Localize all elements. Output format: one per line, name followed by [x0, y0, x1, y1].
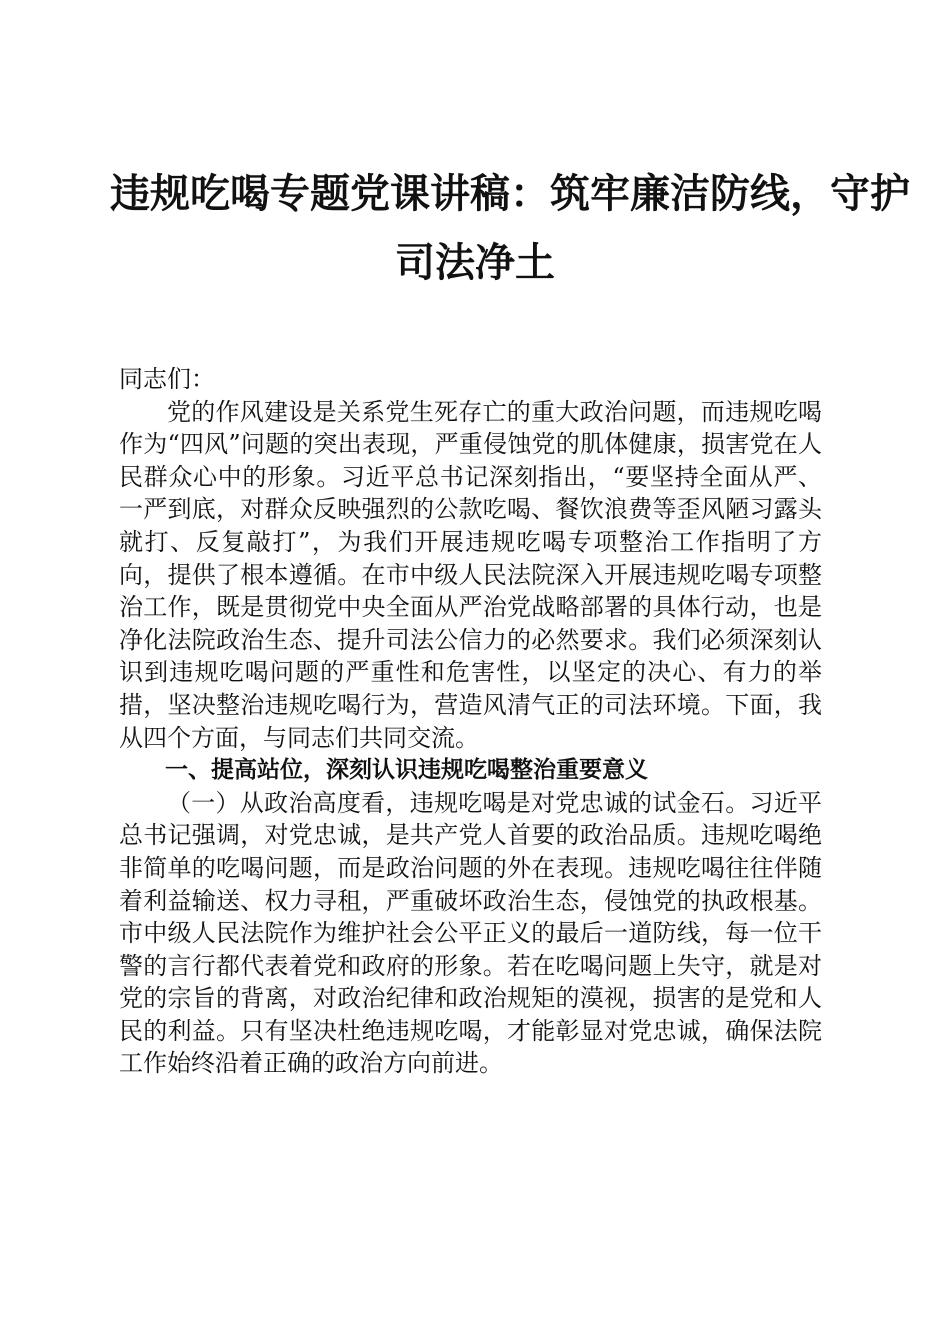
salutation: 同志们： [119, 365, 215, 393]
document-title-line-2: 司法净土 [395, 239, 555, 286]
section-1-paragraph-1: （一）从政治高度看，违规吃喝是对党忠诚的试金石。习近平总书记强调，对党忠诚，是共产党人首要的政治品质。违规吃喝绝非简单的吃喝问题，而是政治问题的外在表现。违规吃喝往往伴随着利益输送、权力寻租，严重破坏政治生态，侵蚀党的执政根基。市中级人民法院作为维护社会公平正义的最后一道防线，每一位干警的言行都代表着党和政府的形象。若在吃喝问题上失守，就是对党的宗旨的背离，对政治纪律和政治规矩的漠视，损害的是党和人民的利益。只有坚决杜绝违规吃喝，才能彰显对党忠诚，确保法院工作始终沿着正确的政治方向前进。 [119, 788, 822, 1078]
intro-paragraph: 党的作风建设是关系党生死存亡的重大政治问题，而违规吃喝作为“四风”问题的突出表现，严重侵蚀党的肌体健康，损害党在人民群众心中的形象。习近平总书记深刻指出，“要坚持全面从严、一严到底，对群众反映强烈的公款吃喝、餐饮浪费等歪风陋习露头就打、反复敲打”，为我们开展违规吃喝专项整治工作指明了方向，提供了根本遵循。在市中级人民法院深入开展违规吃喝专项整治工作，既是贯彻党中央全面从严治党战略部署的具体行动，也是净化法院政治生态、提升司法公信力的必然要求。我们必须深刻认识到违规吃喝问题的严重性和危害性，以坚定的决心、有力的举措，坚决整治违规吃喝行为，营造风清气正的司法环境。下面，我从四个方面，与同志们共同交流。 [119, 397, 822, 752]
document-title-line-1: 违规吃喝专题党课讲稿：筑牢廉洁防线，守护 [110, 170, 910, 217]
section-1-heading: 一、提高站位，深刻认识违规吃喝整治重要意义 [165, 757, 648, 784]
document-body [119, 363, 822, 1080]
